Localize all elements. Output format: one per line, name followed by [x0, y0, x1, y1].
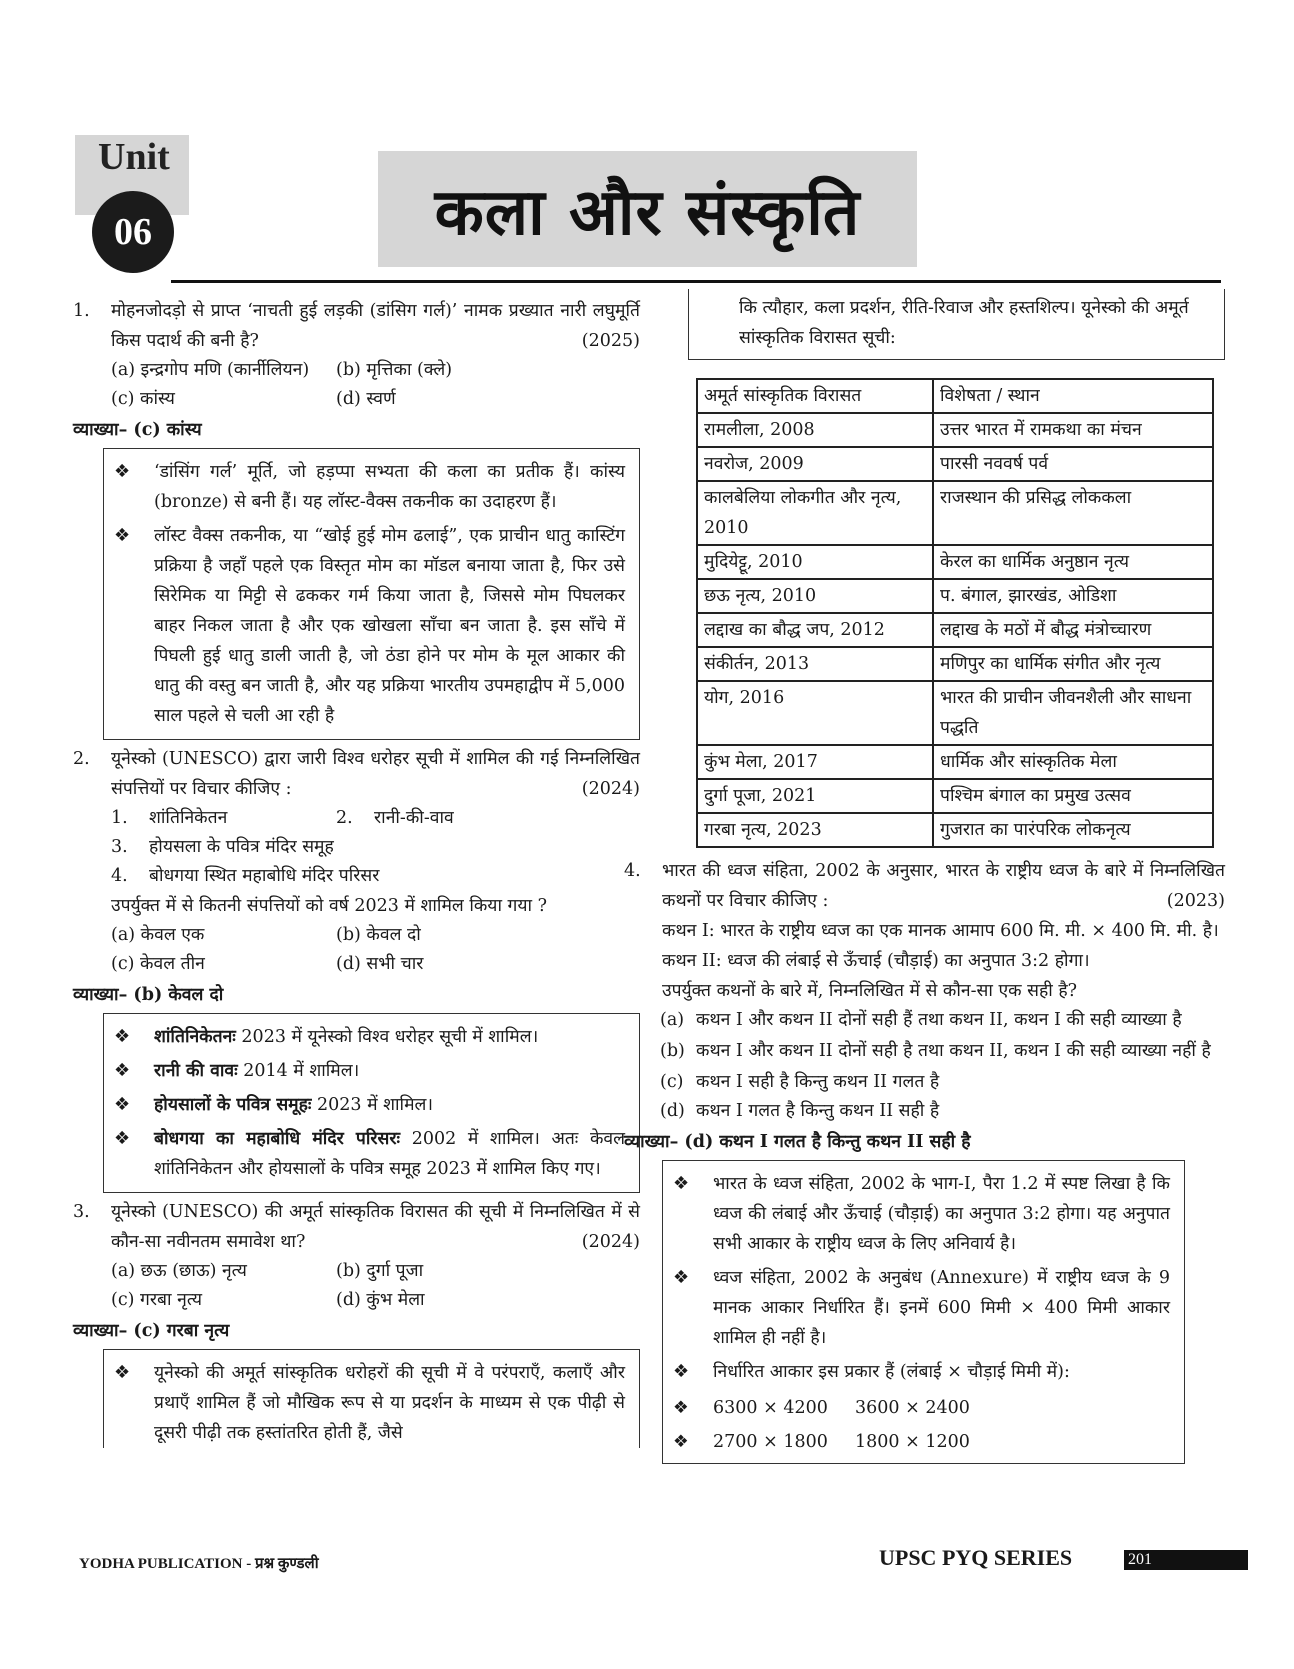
- table-cell: नवरोज, 2009: [697, 447, 933, 481]
- item-number: 3.: [111, 837, 128, 857]
- statement-2: कथन II: ध्वज की लंबाई से ऊँचाई (चौड़ाई) का अनुपात 3:2 होगा।: [662, 951, 1090, 971]
- bullet-item: ❖ ‘डांसिंग गर्ल’ मूर्ति, जो हड़प्पा सभ्यता की कला का प्रतीक हैं। कांस्य (bronze) से बनी हैं। यह लॉस्ट-वैक्स तकनीक का उदाहरण हैं।: [114, 457, 625, 517]
- option-letter: (b): [660, 1041, 685, 1061]
- option-a: कथन I और कथन II दोनों सही हैं तथा कथन II, कथन I की सही व्याख्या है: [696, 1010, 1182, 1030]
- diamond-bullet-icon: ❖: [673, 1267, 690, 1288]
- question-number: 4.: [624, 861, 641, 881]
- question-number: 1.: [73, 301, 90, 321]
- question-year: (2025): [581, 331, 640, 351]
- bullet-item: ❖ रानी की वावः 2014 में शामिल।: [114, 1056, 625, 1086]
- unit-label: Unit: [98, 136, 170, 178]
- table-cell: मुदियेट्टू, 2010: [697, 545, 933, 579]
- chapter-title: कला और संस्कृति: [434, 175, 861, 250]
- option-b: कथन I और कथन II दोनों सही है तथा कथन II, कथन I की सही व्याख्या नहीं है: [696, 1041, 1211, 1061]
- left-column: [73, 296, 640, 1452]
- table-row: [697, 447, 1213, 481]
- explanation-continuation: कि त्यौहार, कला प्रदर्शन, रीति-रिवाज और हस्तशिल्प। यूनेस्को की अमूर्त सांस्कृतिक विरासत सूची:: [688, 289, 1225, 360]
- size-value: 2700 × 1800: [713, 1432, 828, 1452]
- item-number: 4.: [111, 866, 128, 886]
- table-cell: राजस्थान की प्रसिद्ध लोककला: [933, 481, 1213, 545]
- question-number: 3.: [73, 1202, 90, 1222]
- statement-1: कथन I: भारत के राष्ट्रीय ध्वज का एक मानक आमाप 600 मि. मी. × 400 मि. मी. है।: [662, 921, 1219, 941]
- table-cell: केरल का धार्मिक अनुष्ठान नृत्य: [933, 545, 1213, 579]
- explanation-box: [662, 1160, 1185, 1464]
- bullet-item: ❖ शांतिनिकेतनः 2023 में यूनेस्को विश्व धरोहर सूची में शामिल।: [114, 1022, 625, 1052]
- answer-label: व्याख्या– (c) कांस्य: [73, 420, 202, 440]
- list-item: होयसला के पवित्र मंदिर समूह: [149, 837, 334, 857]
- options: [73, 356, 640, 414]
- bullet-item: ❖ बोधगया का महाबोधि मंदिर परिसरः 2002 में शामिल। अतः केवल शांतिनिकेतन और होयसालों के पवित्र समूह 2023 में शामिल किए गए।: [114, 1124, 625, 1184]
- table-row: [697, 813, 1213, 847]
- option-b: (b) केवल दो: [336, 925, 421, 945]
- question-2: [73, 744, 640, 804]
- table-cell: योग, 2016: [697, 681, 933, 745]
- question-3: [73, 1197, 640, 1257]
- question-year: (2024): [581, 1232, 640, 1252]
- statements: [660, 916, 1225, 1006]
- explanation-box: [103, 448, 640, 740]
- table-cell: प. बंगाल, झारखंड, ओडिशा: [933, 579, 1213, 613]
- size-value: 3600 × 2400: [855, 1398, 970, 1418]
- header-rule: [171, 280, 1221, 283]
- bullet-item: ❖ निर्धारित आकार इस प्रकार हैं (लंबाई × चौड़ाई मिमी में):: [673, 1357, 1170, 1387]
- table-cell: धार्मिक और सांस्कृतिक मेला: [933, 745, 1213, 779]
- question-year: (2023): [1166, 891, 1225, 911]
- option-c: कथन I सही है किन्तु कथन II गलत है: [696, 1072, 940, 1092]
- table-row: [697, 779, 1213, 813]
- explanation-box: [103, 1013, 640, 1193]
- option-c: (c) गरबा नृत्य: [111, 1290, 203, 1310]
- bullet-item: ❖ लॉस्ट वैक्स तकनीक, या “खोई हुई मोम ढलाई”, एक प्राचीन धातु कास्टिंग प्रक्रिया है जहाँ पहले एक विस्तृत मोम का मॉडल बनाया जाता है, फिर उसे सिरेमिक या मिट्टी से ढककर गर्म किया जाता है, जिससे मोम पिघलकर बाहर निकल जाता है और एक खोखला साँचा बन जाता है. इस साँचे में पिघली हुई धातु डाली जाती है, जो ठंडा होने पर मोम के मूल आकार की धातु की वस्तु बन जाती है, और यह प्रक्रिया भारतीय उपमहाद्वीप में 5,000 साल पहले से चली आ रही है: [114, 521, 625, 731]
- option-letter: (a): [660, 1010, 685, 1030]
- table-cell: गुजरात का पारंपरिक लोकनृत्य: [933, 813, 1213, 847]
- bullet-item: ❖ भारत के ध्वज संहिता, 2002 के भाग-I, पैरा 1.2 में स्पष्ट लिखा है कि ध्वज की लंबाई और ऊँचाई (चौड़ाई) का अनुपात 3:2 होगा। यह अनुपात सभी आकार के राष्ट्रीय ध्वज के लिए अनिवार्य है।: [673, 1169, 1170, 1259]
- diamond-bullet-icon: ❖: [114, 1026, 131, 1047]
- table-row: [697, 413, 1213, 447]
- question-prompt: उपर्युक्त कथनों के बारे में, निम्नलिखित में से कौन-सा एक सही है?: [662, 981, 1078, 1001]
- table-row: [697, 579, 1213, 613]
- table-cell: कुंभ मेला, 2017: [697, 745, 933, 779]
- question-prompt: उपर्युक्त में से कितनी संपत्तियों को वर्ष 2023 में शामिल किया गया ?: [111, 896, 548, 916]
- table-cell: पश्चिम बंगाल का प्रमुख उत्सव: [933, 779, 1213, 813]
- unit-number-badge: 06: [92, 191, 174, 273]
- diamond-bullet-icon: ❖: [114, 461, 131, 482]
- option-b: (b) मृत्तिका (क्ले): [336, 360, 453, 380]
- diamond-bullet-icon: ❖: [114, 1094, 131, 1115]
- options: [73, 921, 640, 979]
- question-text: मोहनजोदड़ो से प्राप्त ‘नाचती हुई लड़की (डांसिग गर्ल)’ नामक प्रख्यात नारी लघुमूर्ति किस पदार्थ की बनी है?: [111, 301, 640, 351]
- table-cell: कालबेलिया लोकगीत और नृत्य, 2010: [697, 481, 933, 545]
- option-c: (c) कांस्य: [111, 389, 175, 409]
- option-d: (d) कुंभ मेला: [336, 1290, 425, 1310]
- option-d: कथन I गलत है किन्तु कथन II सही है: [696, 1101, 940, 1121]
- options: [73, 1257, 640, 1315]
- question-1: [73, 296, 640, 356]
- table-cell: उत्तर भारत में रामकथा का मंचन: [933, 413, 1213, 447]
- table-row: [697, 613, 1213, 647]
- diamond-bullet-icon: ❖: [114, 1362, 131, 1383]
- table-cell: रामलीला, 2008: [697, 413, 933, 447]
- option-a: (a) केवल एक: [111, 925, 205, 945]
- size-row: [673, 1425, 1170, 1459]
- table-row: [697, 647, 1213, 681]
- page-number: 201: [1124, 1550, 1248, 1570]
- size-row: [673, 1391, 1170, 1425]
- answer-label: व्याख्या– (c) गरबा नृत्य: [73, 1321, 230, 1341]
- question-year: (2024): [581, 779, 640, 799]
- answer-label: व्याख्या– (b) केवल दो: [73, 985, 224, 1005]
- table-cell: लद्दाख के मठों में बौद्ध मंत्रोच्चारण: [933, 613, 1213, 647]
- table-row: [697, 481, 1213, 545]
- table-cell: मणिपुर का धार्मिक संगीत और नृत्य: [933, 647, 1213, 681]
- bullet-item: ❖ ध्वज संहिता, 2002 के अनुबंध (Annexure) में राष्ट्रीय ध्वज के 9 मानक आकार निर्धारित हैं। इनमें 600 मिमी × 400 मिमी आकार शामिल ही नहीं है।: [673, 1263, 1170, 1353]
- list-item: बोधगया स्थित महाबोधि मंदिर परिसर: [149, 866, 380, 886]
- question-4: [624, 856, 1225, 916]
- table-cell: गरबा नृत्य, 2023: [697, 813, 933, 847]
- option-d: (d) सभी चार: [336, 954, 424, 974]
- option-letter: (c): [660, 1072, 684, 1092]
- diamond-bullet-icon: ❖: [673, 1173, 690, 1194]
- bullet-item: ❖ होयसालों के पवित्र समूहः 2023 में शामिल।: [114, 1090, 625, 1120]
- question-number: 2.: [73, 749, 90, 769]
- table-row: [697, 745, 1213, 779]
- table-cell: पारसी नववर्ष पर्व: [933, 447, 1213, 481]
- option-d: (d) स्वर्ण: [336, 389, 396, 409]
- diamond-bullet-icon: ❖: [673, 1361, 690, 1382]
- chapter-title-box: [378, 151, 917, 267]
- heritage-table: [696, 378, 1214, 848]
- option-a: (a) छऊ (छाऊ) नृत्य: [111, 1261, 247, 1281]
- list-item: शांतिनिकेतन: [149, 808, 228, 828]
- table-row: [697, 681, 1213, 745]
- footer-series: UPSC PYQ SERIES: [879, 1545, 1073, 1570]
- diamond-bullet-icon: ❖: [673, 1432, 689, 1452]
- table-cell: संकीर्तन, 2013: [697, 647, 933, 681]
- diamond-bullet-icon: ❖: [114, 1128, 131, 1149]
- option-letter: (d): [660, 1101, 685, 1121]
- options: [660, 1006, 1225, 1126]
- size-value: 1800 × 1200: [855, 1432, 970, 1452]
- table-cell: दुर्गा पूजा, 2021: [697, 779, 933, 813]
- bullet-item: ❖ यूनेस्को की अमूर्त सांस्कृतिक धरोहरों की सूची में वे परंपराएँ, कलाएँ और प्रथाएँ शामिल हैं जो मौखिक रूप से या प्रदर्शन के माध्यम से एक पीढ़ी से दूसरी पीढ़ी तक हस्तांतरित होती हैं, जैसे: [114, 1358, 625, 1448]
- right-column: [624, 289, 1225, 1468]
- question-text: यूनेस्को (UNESCO) द्वारा जारी विश्व धरोहर सूची में शामिल की गई निम्नलिखित संपत्तियों पर विचार कीजिए :: [111, 749, 640, 799]
- list-item: रानी-की-वाव: [374, 808, 454, 828]
- table-header-row: [697, 379, 1213, 413]
- question-text: भारत की ध्वज संहिता, 2002 के अनुसार, भारत के राष्ट्रीय ध्वज के बारे में निम्नलिखित कथनों पर विचार कीजिए :: [662, 861, 1225, 911]
- item-number: 1.: [111, 808, 128, 828]
- answer-label: व्याख्या– (d) कथन I गलत है किन्तु कथन II सही है: [624, 1132, 971, 1152]
- footer-publisher: YODHA PUBLICATION - प्रश्न कुण्डली: [79, 1556, 319, 1572]
- statement-list: [73, 804, 640, 891]
- diamond-bullet-icon: ❖: [114, 525, 131, 546]
- option-a: (a) इन्द्रगोप मणि (कार्नीलियन): [111, 360, 310, 380]
- option-c: (c) केवल तीन: [111, 954, 205, 974]
- table-cell: भारत की प्राचीन जीवनशैली और साधना पद्धति: [933, 681, 1213, 745]
- table-cell: लद्दाख का बौद्ध जप, 2012: [697, 613, 933, 647]
- item-number: 2.: [336, 808, 353, 828]
- diamond-bullet-icon: ❖: [673, 1398, 689, 1418]
- question-text: यूनेस्को (UNESCO) की अमूर्त सांस्कृतिक विरासत की सूची में निम्नलिखित में से कौन-सा नवीनतम समावेश था?: [111, 1202, 640, 1252]
- option-b: (b) दुर्गा पूजा: [336, 1261, 424, 1281]
- size-value: 6300 × 4200: [713, 1398, 828, 1418]
- explanation-box: [103, 1349, 640, 1448]
- table-cell: छऊ नृत्य, 2010: [697, 579, 933, 613]
- table-row: [697, 545, 1213, 579]
- table-header-cell: अमूर्त सांस्कृतिक विरासत: [697, 379, 933, 413]
- diamond-bullet-icon: ❖: [114, 1060, 131, 1081]
- table-header-cell: विशेषता / स्थान: [933, 379, 1213, 413]
